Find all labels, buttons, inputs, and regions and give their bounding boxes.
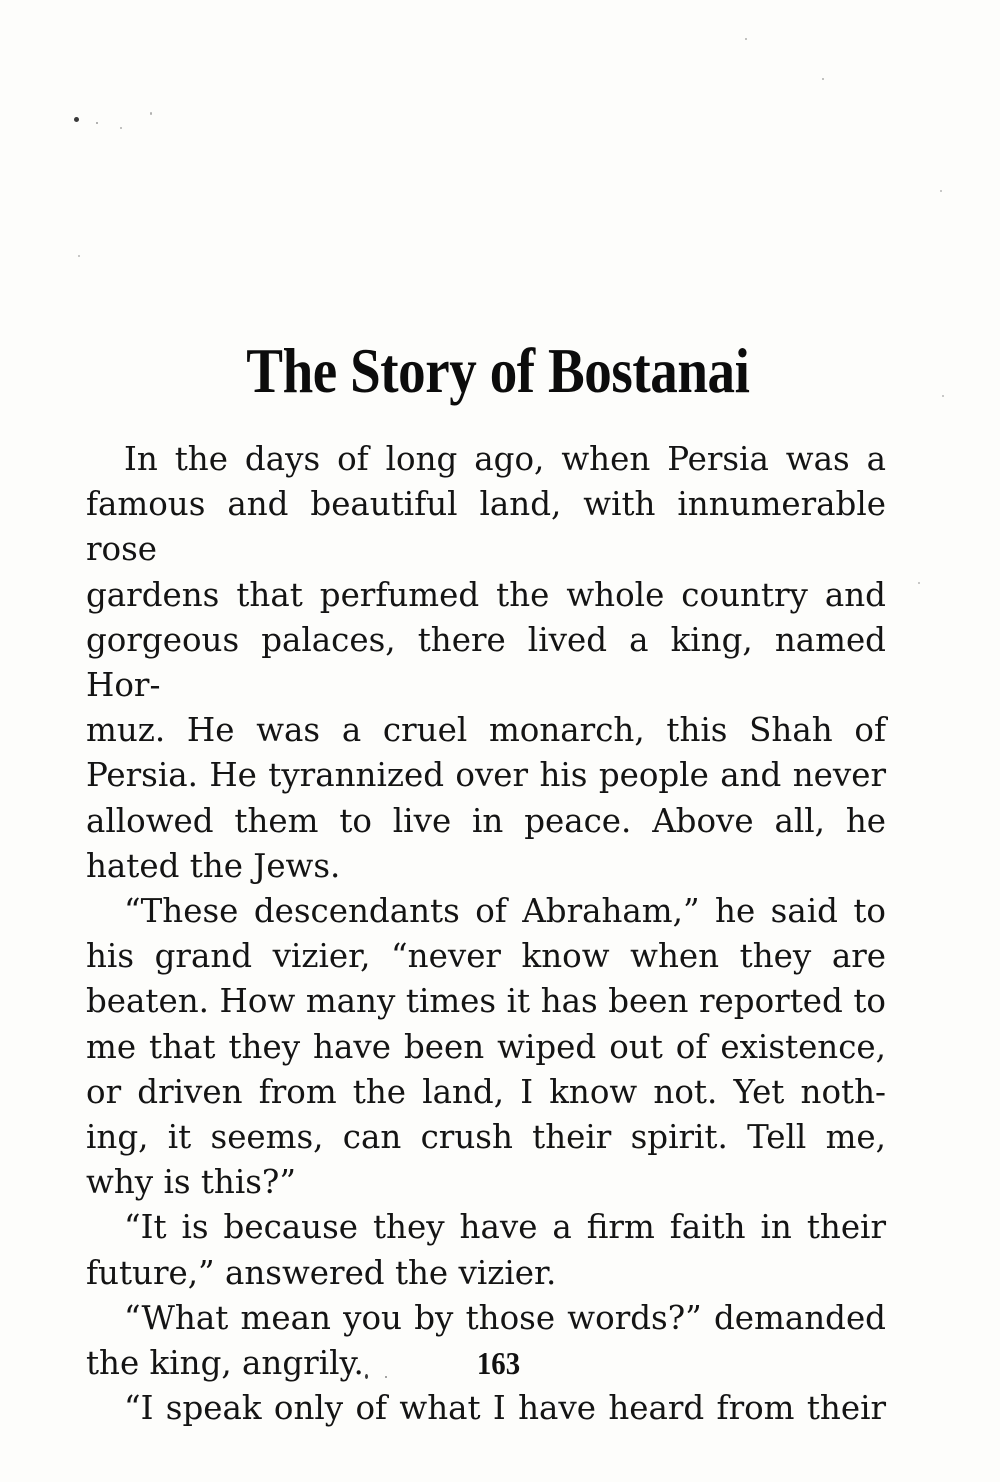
text-line: hated the Jews. — [86, 846, 341, 885]
scan-speck — [942, 395, 944, 397]
text-line: ing, it seems, can crush their spirit. Tell me, — [86, 1118, 886, 1157]
scan-speck — [822, 78, 824, 80]
text-line: “I speak only of what I have heard from their — [124, 1389, 886, 1428]
story-text — [86, 437, 886, 1431]
scan-speck — [120, 127, 122, 129]
text-line: “What mean you by those words?” demanded — [124, 1298, 886, 1337]
scan-speck — [918, 582, 920, 584]
text-line: future,” answered the vizier. — [86, 1253, 557, 1292]
text-line: or driven from the land, I know not. Yet noth- — [86, 1072, 886, 1111]
chapter-title: The Story of Bostanai — [246, 335, 750, 406]
text-line: gardens that perfumed the whole country and — [86, 575, 886, 614]
text-line: In the days of long ago, when Persia was a — [124, 440, 886, 478]
text-line: the king, angrily. — [86, 1344, 364, 1383]
text-line: famous and beautiful land, with innumerable rose — [86, 485, 886, 569]
text-line: Persia. He tyrannized over his people and never — [86, 756, 886, 795]
text-line: allowed them to live in peace. Above all, he — [86, 801, 886, 840]
text-line: his grand vizier, “never know when they are — [86, 937, 886, 976]
text-line: beaten. How many times it has been reported to — [86, 982, 886, 1021]
text-line: “These descendants of Abraham,” he said to — [124, 892, 886, 931]
scan-speck — [365, 1374, 368, 1379]
scan-speck — [385, 1376, 387, 1378]
text-line: muz. He was a cruel monarch, this Shah of — [86, 711, 886, 750]
text-line: “It is because they have a firm faith in their — [124, 1208, 886, 1247]
scan-speck — [745, 38, 747, 40]
scan-speck — [940, 190, 942, 192]
text-line: gorgeous palaces, there lived a king, named Hor- — [86, 620, 886, 705]
page-number: 163 — [476, 1345, 521, 1381]
scan-speck — [78, 255, 80, 257]
scan-speck — [74, 117, 79, 122]
text-line: me that they have been wiped out of existence, — [86, 1027, 886, 1066]
text-line: why is this?” — [86, 1163, 296, 1202]
scan-speck — [96, 122, 98, 124]
scan-speck — [150, 112, 152, 115]
